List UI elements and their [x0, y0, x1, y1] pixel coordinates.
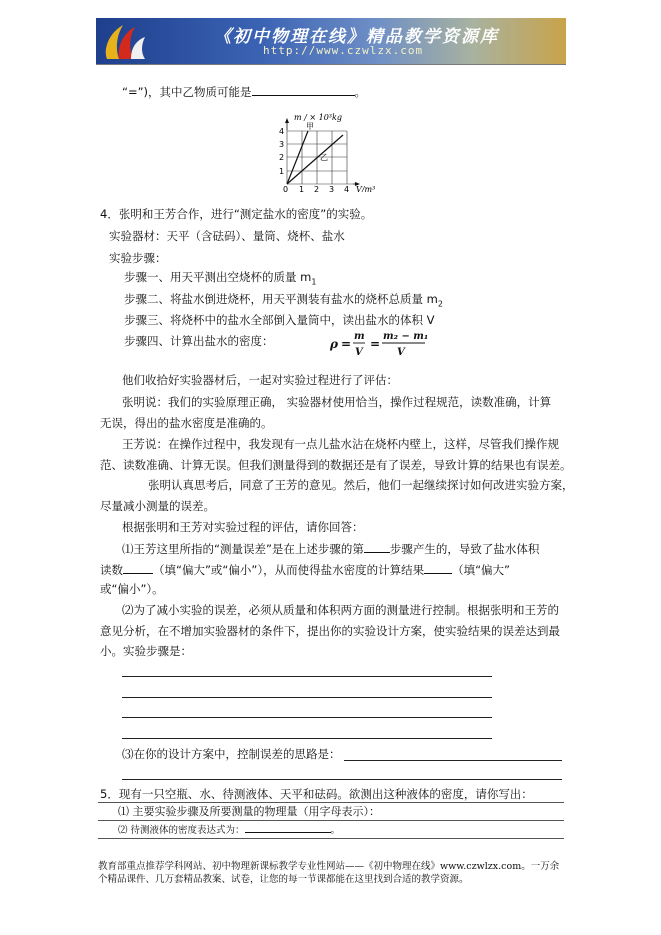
question-5: 5．现有一只空瓶、水、待测液体、天平和砝码。欲测出这种液体的密度，请你写出：: [100, 787, 533, 801]
svg-text:=: =: [341, 337, 352, 351]
answer-line[interactable]: [122, 738, 492, 739]
question-5-part-2: ⑵ 待测液体的密度表达式为： 。: [118, 825, 341, 836]
site-logo-icon: [101, 19, 157, 63]
svg-text:m: m: [354, 331, 365, 342]
divider: [98, 820, 564, 821]
footer-text: 教育部重点推荐学科网站、初中物理新课标教学专业性网站——《初中物理在线》www.czwlzx.com。一万余个精品课件、几万套精品教案、试卷，让您的每一节课都能在这里找到合适的教学资源。: [98, 861, 560, 885]
site-url[interactable]: http://www.czwlzx.com: [263, 44, 424, 57]
header-banner: [96, 18, 566, 64]
zhangming-4: 尽量减小测量的误差。: [100, 499, 215, 513]
answer-line[interactable]: [122, 697, 492, 698]
x-tick: 4: [344, 185, 350, 192]
zhangming-1: 张明说：我们的实验原理正确， 实验器材使用恰当，操作过程规范，读数准确，计算: [122, 395, 552, 409]
header-rule: [96, 64, 566, 65]
step-2: 步骤二、将盐水倒进烧杯，用天平测装有盐水的烧杯总质量 $m_2$: [124, 292, 443, 309]
y-axis-label: m / × 10³kg: [294, 113, 342, 122]
step-3: 步骤三、将烧杯中的盐水全部倒入量筒中，读出盐水的体积 V: [124, 313, 435, 327]
y-tick: 2: [279, 153, 285, 162]
wangfang-1: 王芳说：在操作过程中，我发现有一点儿盐水沾在烧杯内壁上，这样，尽管我们操作规: [122, 437, 559, 451]
svg-text:V: V: [355, 347, 363, 358]
x-tick: 1: [299, 185, 305, 192]
x-axis-label: V/m³: [356, 185, 376, 192]
line-jia-label: 甲: [306, 122, 314, 131]
answer-line[interactable]: [122, 676, 492, 677]
wangfang-2: 范、读数准确、计算无误。但我们测量得到的数据还是有了误差，导致计算的结果也有误差。: [100, 458, 572, 472]
svg-text:m₂ − m₁: m₂ − m₁: [383, 331, 429, 342]
eval-line: 他们收拾好实验器材后，一起对实验过程进行了评估：: [122, 373, 398, 387]
answer-line[interactable]: [122, 717, 492, 718]
divider: [98, 802, 564, 803]
step-1: 步骤一、用天平测出空烧杯的质量 $m_1$: [124, 270, 317, 287]
svg-text:ρ: ρ: [330, 337, 338, 351]
zhangming-2: 无误，得出的盐水密度是准确的。: [100, 416, 273, 430]
divider: [98, 838, 564, 839]
y-tick: 1: [279, 167, 285, 176]
x-tick: 3: [329, 185, 335, 192]
line-yi: [287, 135, 343, 184]
answer-line[interactable]: [344, 760, 562, 761]
y-tick: 4: [279, 127, 285, 136]
equipment-line: 实验器材：天平（含砝码）、量筒、烧杯、盐水: [109, 229, 345, 243]
answer-1-line-3: 或“偏小”）。: [100, 582, 164, 596]
question-5-part-1: ⑴ 主要实验步骤及所要测量的物理量（用字母表示）：: [118, 805, 380, 818]
answer-1-line-2: 读数 （填“偏大”或“偏小”），从而使得盐水密度的计算结果 （填“偏大”: [100, 563, 511, 577]
ask-line: 根据张明和王芳对实验过程的评估，请你回答：: [122, 520, 364, 534]
answer-1-line-1: ⑴王芳这里所指的“测量误差”是在上述步骤的第 步骤产生的，导致了盐水体积: [122, 542, 540, 556]
density-formula: [330, 328, 430, 358]
steps-title: 实验步骤：: [109, 251, 167, 265]
svg-text:V: V: [397, 347, 405, 358]
step-4: 步骤四、计算出盐水的密度：: [124, 334, 274, 348]
zhangming-3: 张明认真思考后，同意了王芳的意见。然后，他们一起继续探讨如何改进实验方案，: [148, 478, 574, 492]
answer-line[interactable]: [122, 779, 562, 780]
line-yi-label: 乙: [320, 153, 328, 162]
text-line: “=”)，其中乙物质可能是 。: [122, 85, 367, 99]
svg-text:=: =: [370, 337, 381, 351]
site-title: 《初中物理在线》精品教学资源库: [214, 27, 499, 47]
answer-2-line-1: ⑵为了减小实验的误差，必须从质量和体积两方面的测量进行控制。根据张明和王芳的: [122, 603, 559, 617]
y-tick: 3: [279, 140, 285, 149]
answer-2-line-3: 小。实验步骤是：: [100, 644, 192, 658]
answer-2-line-2: 意见分析，在不增加实验器材的条件下，提出你的实验设计方案，使实验结果的误差达到最: [100, 624, 560, 638]
line-jia: [287, 131, 308, 184]
question-4: 4．张明和王芳合作，进行“测定盐水的密度”的实验。: [100, 207, 373, 221]
answer-3-line: ⑶在你的设计方案中，控制误差的思路是：: [122, 747, 341, 761]
x-tick: 0: [283, 185, 289, 192]
mass-volume-graph: [271, 110, 381, 192]
x-tick: 2: [314, 185, 320, 192]
